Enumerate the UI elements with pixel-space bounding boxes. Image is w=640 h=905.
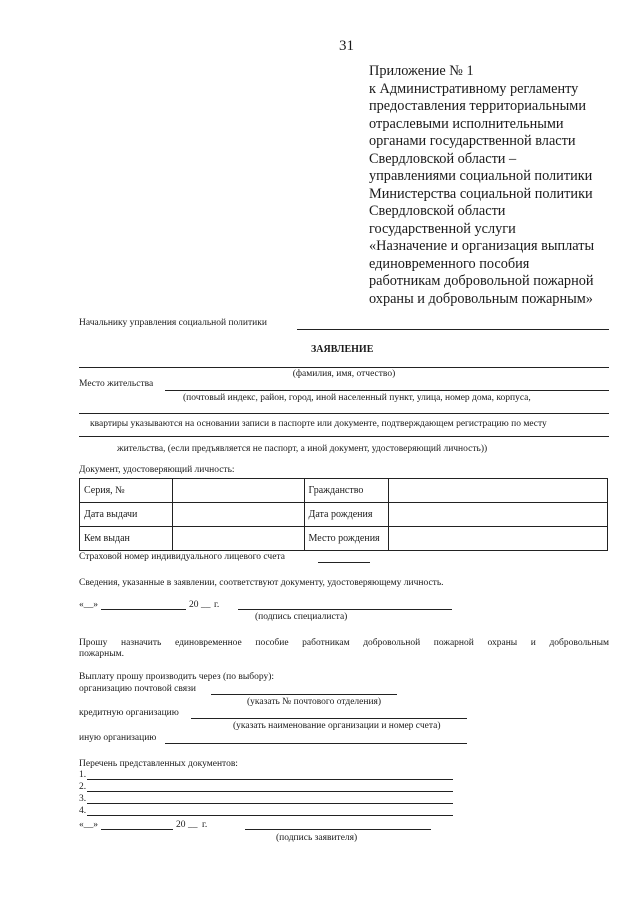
appendix-line: единовременного пособия <box>369 255 530 272</box>
credit-org-line[interactable] <box>191 718 467 719</box>
appendix-line: органами государственной власти <box>369 133 576 149</box>
specialist-date-day: «__» <box>79 600 98 610</box>
appendix-line: Свердловской области – <box>369 150 517 167</box>
birth-place-field[interactable] <box>389 527 608 551</box>
issue-date-field[interactable] <box>172 503 304 527</box>
document-item-2-number: 2. <box>79 782 87 792</box>
specialist-signature-line[interactable] <box>238 609 452 610</box>
residence-line-2[interactable] <box>79 413 609 414</box>
snils-label: Страховой номер индивидуального лицевого счета <box>79 552 285 562</box>
residence-label: Место жительства <box>79 379 154 389</box>
credit-caption: (указать наименование организации и номер счета) <box>233 721 441 731</box>
document-item-3-line[interactable] <box>87 803 453 804</box>
applicant-date-day: «__» <box>79 820 98 830</box>
id-doc-label: Документ, удостоверяющий личность: <box>79 465 235 475</box>
applicant-date-year-prefix: 20 <box>176 820 186 830</box>
citizenship-field[interactable] <box>389 479 608 503</box>
birth-place-label: Место рождения <box>304 527 389 551</box>
document-item-1-number: 1. <box>79 770 87 780</box>
addressee-label: Начальнику управления социальной политики <box>79 318 267 328</box>
table-row <box>80 479 608 503</box>
applicant-signature-line[interactable] <box>245 829 431 830</box>
fio-caption: (фамилия, имя, отчество) <box>292 369 396 379</box>
postal-caption: (указать № почтового отделения) <box>247 697 382 707</box>
specialist-signature-caption: (подпись специалиста) <box>255 612 348 622</box>
postal-org-label: организацию почтовой связи <box>79 684 196 694</box>
appendix-header <box>369 63 594 308</box>
applicant-date-year-suffix: г. <box>202 820 208 830</box>
table-row <box>80 503 608 527</box>
specialist-date-year-prefix: 20 <box>189 600 199 610</box>
postal-org-line[interactable] <box>211 694 397 695</box>
specialist-date-year-suffix: г. <box>214 600 220 610</box>
verification-text: Сведения, указанные в заявлении, соответствуют документу, удостоверяющему личность. <box>79 578 444 588</box>
id-document-table <box>79 478 608 551</box>
appendix-line: Приложение № 1 <box>369 63 474 79</box>
document-item-1-line[interactable] <box>87 779 453 780</box>
citizenship-label: Гражданство <box>304 479 389 503</box>
appendix-line: к Административному регламенту <box>369 80 579 97</box>
residence-line-3[interactable] <box>79 436 609 437</box>
documents-label: Перечень представленных документов: <box>79 759 238 769</box>
snils-line[interactable] <box>318 562 370 563</box>
addressee-line[interactable] <box>297 329 609 330</box>
residence-line[interactable] <box>165 390 609 391</box>
payment-method-label: Выплату прошу производить через (по выбору): <box>79 672 274 682</box>
residence-caption-1: (почтовый индекс, район, город, иной населенный пункт, улица, номер дома, корпуса, <box>183 393 531 403</box>
document-item-3-number: 3. <box>79 794 87 804</box>
residence-caption-3: жительства, (если предъявляется не паспорт, а иной документ, удостоверяющий личность)) <box>117 444 488 454</box>
specialist-date-year-blank: __ <box>201 600 211 610</box>
applicant-date-month-line[interactable] <box>101 829 173 830</box>
appendix-line: охраны и добровольным пожарным» <box>369 290 593 307</box>
page-number: 31 <box>339 38 354 54</box>
appendix-line: «Назначение и организация выплаты <box>369 238 595 254</box>
appendix-line: управлениями социальной политики <box>369 168 593 184</box>
series-number-label: Серия, № <box>80 479 173 503</box>
appendix-line: отраслевыми исполнительными <box>369 115 564 132</box>
specialist-date-month-line[interactable] <box>101 609 186 610</box>
request-line-2: пожарным. <box>79 649 124 659</box>
other-org-label: иную организацию <box>79 733 157 743</box>
residence-caption-2: квартиры указываются на основании записи в паспорте или документе, подтверждающем регистрацию по месту <box>90 419 547 429</box>
form-title: ЗАЯВЛЕНИЕ <box>311 344 374 355</box>
fio-line[interactable] <box>79 367 609 368</box>
document-item-4-line[interactable] <box>87 815 453 816</box>
credit-org-label: кредитную организацию <box>79 708 179 718</box>
request-line-1: Прошу назначить единовременное пособие работникам добровольной пожарной охраны и добровольным <box>79 638 609 648</box>
other-org-line[interactable] <box>165 743 467 744</box>
appendix-line: работникам добровольной пожарной <box>369 273 594 289</box>
appendix-line: предоставления территориальными <box>369 98 586 114</box>
birth-date-label: Дата рождения <box>304 503 389 527</box>
birth-date-field[interactable] <box>389 503 608 527</box>
appendix-line: Министерства социальной политики <box>369 185 593 202</box>
appendix-line: государственной услуги <box>369 220 516 237</box>
issued-by-label: Кем выдан <box>80 527 173 551</box>
table-row <box>80 527 608 551</box>
request-text <box>79 638 609 648</box>
document-item-2-line[interactable] <box>87 791 453 792</box>
applicant-signature-caption: (подпись заявителя) <box>276 833 358 843</box>
applicant-date-year-blank: __ <box>188 820 198 830</box>
issued-by-field[interactable] <box>172 527 304 551</box>
appendix-line: Свердловской области <box>369 203 506 219</box>
series-number-field[interactable] <box>172 479 304 503</box>
document-item-4-number: 4. <box>79 806 87 816</box>
issue-date-label: Дата выдачи <box>80 503 173 527</box>
